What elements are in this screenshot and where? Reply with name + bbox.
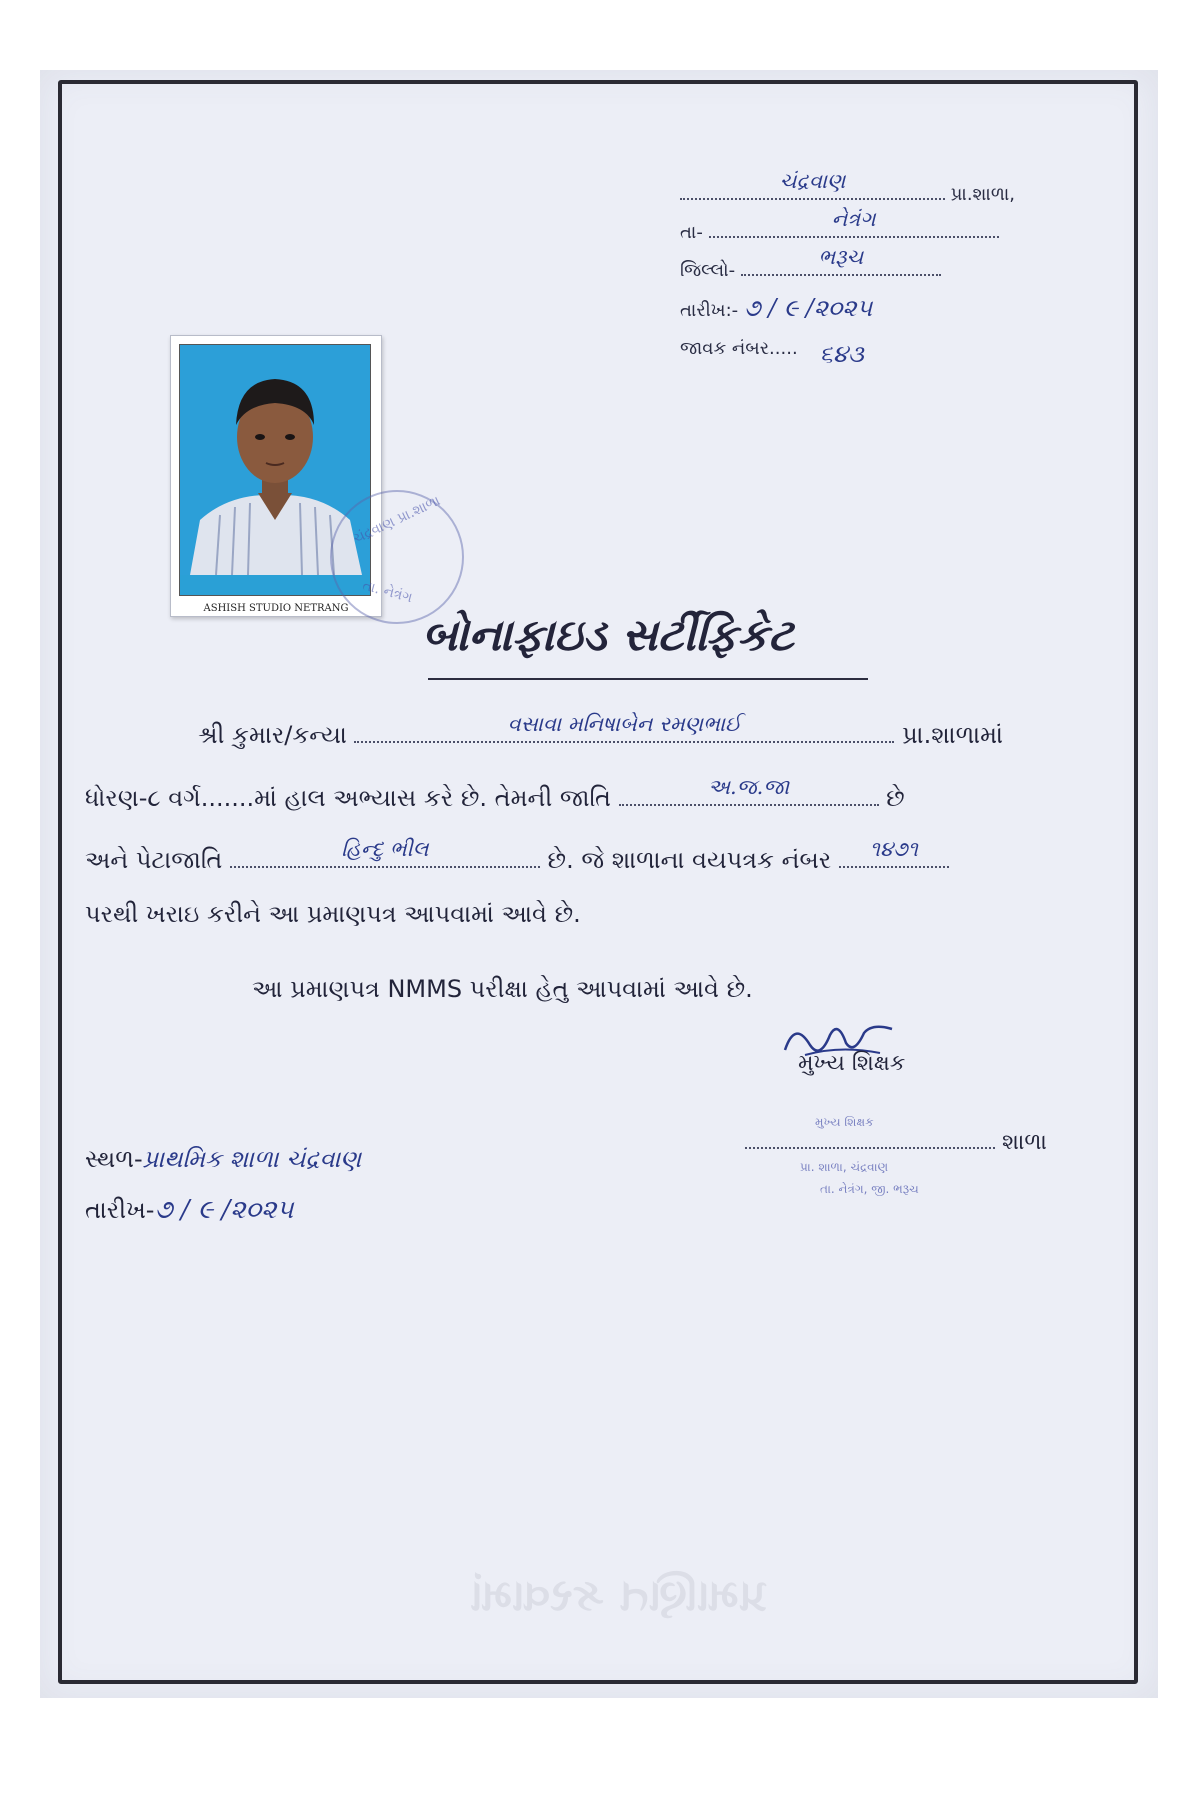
caste-value: અ.જ.જા (707, 775, 790, 799)
taluka-label: તા- (680, 222, 703, 243)
district-value: ભરૂચ (818, 245, 864, 269)
school-suffix: પ્રા.શાળા, (950, 184, 1016, 205)
outward-label: જાવક નંબર..... (680, 338, 798, 359)
place-line (85, 1145, 361, 1173)
designation-label: મુખ્ય શિક્ષક (798, 1051, 906, 1076)
photo-studio-caption: ASHISH STUDIO NETRANG (203, 603, 349, 614)
certificate-title: બોનાફાઇડ સર્ટીફિકેટ (422, 610, 794, 661)
student-name: વસાવા મનિષાબેન રમણભાઈ (507, 712, 742, 736)
school-line (680, 169, 1100, 218)
school-sign-line (745, 1125, 1047, 1155)
outward-line (680, 332, 1100, 370)
line2-prefix: ધોરણ-૮ વર્ગ.......માં હાલ અભ્યાસ કરે છે. તેમની જાતિ (85, 784, 611, 812)
footer-date-value: ૭ / ૯ /૨૦૨૫ (154, 1195, 294, 1225)
footer-date-line (85, 1195, 294, 1226)
title-underline (428, 678, 868, 680)
line2-suffix: છે (886, 784, 905, 812)
line3-prefix: અને પેટાજાતિ (85, 846, 223, 874)
stamp-text-top: ચંદ્રવાણ પ્રા.શાળા (351, 492, 443, 548)
date-line (680, 294, 1100, 332)
sub-caste-value: હિન્દુ ભીલ (341, 837, 429, 861)
place-value: પ્રાથમિક શાળા ચંદ્રવાણ (142, 1145, 362, 1173)
sign-stamp-line-1: મુખ્ય શિક્ષક (815, 1115, 874, 1129)
line3-middle: છે. જે શાળાના વયપત્રક નંબર (547, 846, 832, 874)
stamp-text-bottom: તા. નેત્રંગ (360, 577, 415, 607)
school-round-stamp (330, 490, 464, 624)
body-line-3 (85, 837, 949, 874)
sign-stamp-line-2: પ્રા. શાળા, ચંદ્રવાણ (800, 1160, 889, 1174)
district-label: જિલ્લો- (680, 260, 736, 281)
school-sign-label: શાળા (1002, 1130, 1047, 1155)
body-line-4: પરથી ખરાઇ કરીને આ પ્રમાણપત્ર આપવામાં આવે છે. (85, 900, 581, 928)
taluka-line (680, 207, 1100, 256)
date-value: ૭ / ૯ /૨૦૨૫ (743, 294, 873, 322)
school-name-handwritten: ચંદ્રવાણ (779, 169, 846, 193)
district-line (680, 245, 1100, 294)
body-line-5: આ પ્રમાણપત્ર NMMS પરીક્ષા હેતુ આપવામાં આવે છે. (252, 975, 753, 1003)
outward-value: ૬૪૩ (819, 340, 864, 368)
header-address-block (680, 169, 1100, 370)
register-number: ૧૪૭૧ (869, 837, 918, 861)
certificate-paper (40, 70, 1158, 1698)
taluka-value: નેત્રંગ (831, 207, 876, 231)
line1-suffix: પ્રા.શાળામાં (902, 721, 1004, 749)
body-line-1 (198, 712, 1004, 749)
place-label: સ્થળ- (85, 1145, 143, 1173)
line1-prefix: શ્રી કુમાર/કન્યા (198, 721, 347, 749)
footer-date-label: તારીખ- (85, 1196, 155, 1224)
date-label: તારીખ:- (680, 300, 739, 321)
show-through-text: પ્રમાણિત કરવામાં (470, 1570, 768, 1621)
sign-stamp-line-3: તા. નેત્રંગ, જી. ભરૂચ (820, 1182, 919, 1196)
body-line-2 (85, 775, 905, 812)
